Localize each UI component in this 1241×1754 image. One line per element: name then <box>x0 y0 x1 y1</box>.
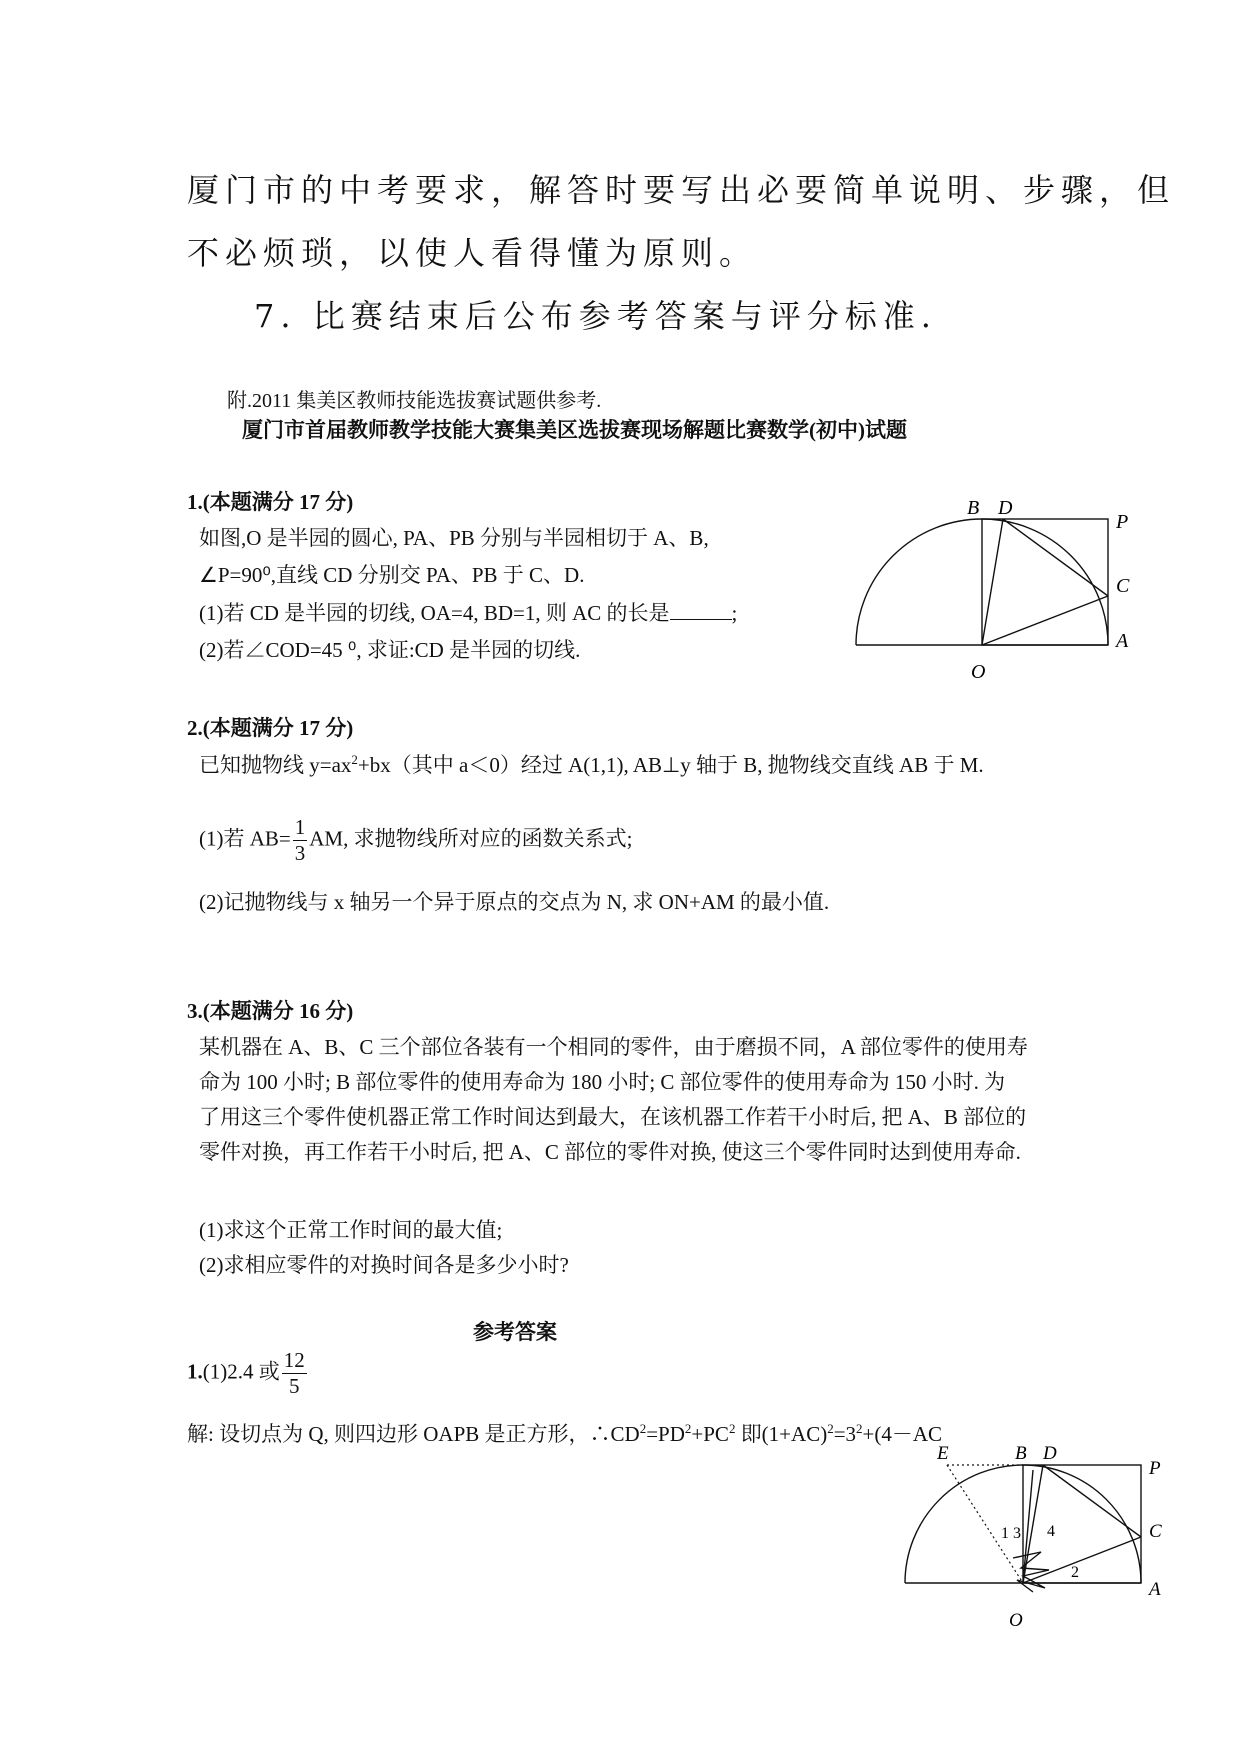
intro-line-3: 7. 比赛结束后公布参考答案与评分标准. <box>254 297 937 335</box>
fraction-one-third <box>293 817 308 864</box>
q1-line-3-text: (1)若 CD 是半园的切线, OA=4, BD=1, 则 AC 的长是 <box>199 601 670 625</box>
label-e: E <box>937 1443 949 1464</box>
intro-line-1: 厦门市的中考要求，解答时要写出必要简单说明、步骤，但 <box>187 171 1176 209</box>
fraction-denominator: 3 <box>294 841 306 865</box>
exam-title: 厦门市首届教师教学技能大赛集美区选拔赛现场解题比赛数学(初中)试题 <box>242 418 907 442</box>
line-cd <box>1003 519 1108 596</box>
answer-figure <box>895 1430 1185 1645</box>
dotted-line-eo <box>947 1465 1023 1583</box>
angle-label-4: 4 <box>1047 1523 1055 1540</box>
line-oc <box>982 596 1108 645</box>
answers-heading: 参考答案 <box>473 1320 557 1344</box>
label-b: B <box>1015 1443 1027 1464</box>
solution-line <box>187 1418 999 1448</box>
sol-part-e: =3 <box>833 1422 857 1446</box>
sol-exp-4: 2 <box>827 1421 834 1436</box>
q2-line-1a: 已知抛物线 y=ax <box>199 753 352 777</box>
label-c: C <box>1116 575 1130 597</box>
q3-line-2: 命为 100 小时; B 部位零件的使用寿命为 180 小时; C 部位零件的使用寿命为 150 小时. 为 <box>199 1070 1006 1094</box>
line-od <box>982 519 1003 645</box>
line-oc <box>1023 1537 1141 1583</box>
q1-line-4: (2)若∠COD=45 ⁰, 求证:CD 是半园的切线. <box>199 638 581 662</box>
q2-line-1b: +bx（其中 a＜0）经过 A(1,1), AB⊥y 轴于 B, 抛物线交直线 AB 于 M. <box>357 753 984 777</box>
sol-exp-2: 2 <box>684 1421 692 1436</box>
sol-part-c: +PC <box>691 1422 729 1446</box>
label-c: C <box>1149 1521 1162 1542</box>
q2-line-3: (2)记抛物线与 x 轴另一个异于原点的交点为 N, 求 ON+AM 的最小值. <box>199 890 830 914</box>
q2-line-2b: AM, 求抛物线所对应的函数关系式; <box>309 826 633 851</box>
sol-exp-3: 2 <box>728 1421 736 1436</box>
q1-heading: 1.(本题满分 17 分) <box>187 490 354 514</box>
sol-exp-5: 2 <box>856 1421 863 1436</box>
sol-part-d: 即(1+AC) <box>735 1422 828 1446</box>
q3-line-4: 零件对换，再工作若干小时后, 把 A、C 部位的零件对换, 使这三个零件同时达到使用寿命. <box>199 1140 1021 1164</box>
label-o: O <box>971 661 986 683</box>
intro-line-2: 不必烦琐，以使人看得懂为原则。 <box>187 234 758 272</box>
answer-1-number: 1. <box>187 1359 203 1384</box>
q3-line-3: 了用这三个零件使机器正常工作时间达到最大，在该机器工作若干小时后, 把 A、B 部位的 <box>199 1105 1027 1129</box>
q1-figure <box>850 500 1130 695</box>
sol-part-f: +(4－AC <box>862 1422 943 1446</box>
q2-line-2a: (1)若 AB= <box>199 826 291 851</box>
line-od <box>1023 1465 1043 1583</box>
label-p: P <box>1149 1458 1161 1479</box>
q3-line-6: (2)求相应零件的对换时间各是多少小时? <box>199 1253 569 1277</box>
q1-line-1: 如图,O 是半园的圆心, PA、PB 分别与半园相切于 A、B, <box>199 526 709 550</box>
angle-label-1: 1 <box>1001 1525 1009 1542</box>
fraction-numerator: 1 <box>294 815 306 839</box>
fraction-twelve-fifths <box>282 1350 307 1397</box>
answer-blank <box>670 599 732 620</box>
line-cd <box>1043 1465 1141 1537</box>
q2-heading: 2.(本题满分 17 分) <box>187 716 354 740</box>
label-b: B <box>967 500 980 519</box>
answer-1-text: (1)2.4 或 <box>202 1359 280 1384</box>
angle-label-3: 3 <box>1013 1525 1021 1542</box>
fraction-numerator: 12 <box>283 1348 305 1372</box>
q1-line-3-end: ; <box>731 601 738 625</box>
q3-line-5: (1)求这个正常工作时间的最大值; <box>199 1218 503 1242</box>
appendix-note: 附.2011 集美区教师技能选拔赛试题供参考. <box>227 390 602 412</box>
label-a: A <box>1116 630 1129 652</box>
q2-line-2 <box>199 817 632 864</box>
angle-label-2: 2 <box>1071 1564 1079 1581</box>
angle-marks <box>1013 1552 1049 1592</box>
q2-line-1 <box>199 749 984 779</box>
label-p: P <box>1116 511 1129 533</box>
sol-exp-1: 2 <box>639 1421 647 1436</box>
q2-exponent: 2 <box>351 752 358 767</box>
q3-line-1: 某机器在 A、B、C 三个部位各装有一个相同的零件，由于磨损不同，A 部位零件的使用寿 <box>199 1035 1028 1059</box>
label-d: D <box>998 500 1013 519</box>
label-a: A <box>1149 1579 1161 1600</box>
label-o: O <box>1009 1610 1023 1631</box>
sol-part-b: =PD <box>646 1422 685 1446</box>
q1-line-2: ∠P=90⁰,直线 CD 分别交 PA、PB 于 C、D. <box>199 563 585 587</box>
label-d: D <box>1043 1443 1057 1464</box>
q1-line-3 <box>199 597 737 627</box>
answer-1 <box>187 1350 309 1397</box>
fraction-denominator: 5 <box>289 1374 300 1398</box>
sol-part-a: 解: 设切点为 Q, 则四边形 OAPB 是正方形，∴CD <box>187 1422 640 1446</box>
q3-heading: 3.(本题满分 16 分) <box>187 999 354 1023</box>
